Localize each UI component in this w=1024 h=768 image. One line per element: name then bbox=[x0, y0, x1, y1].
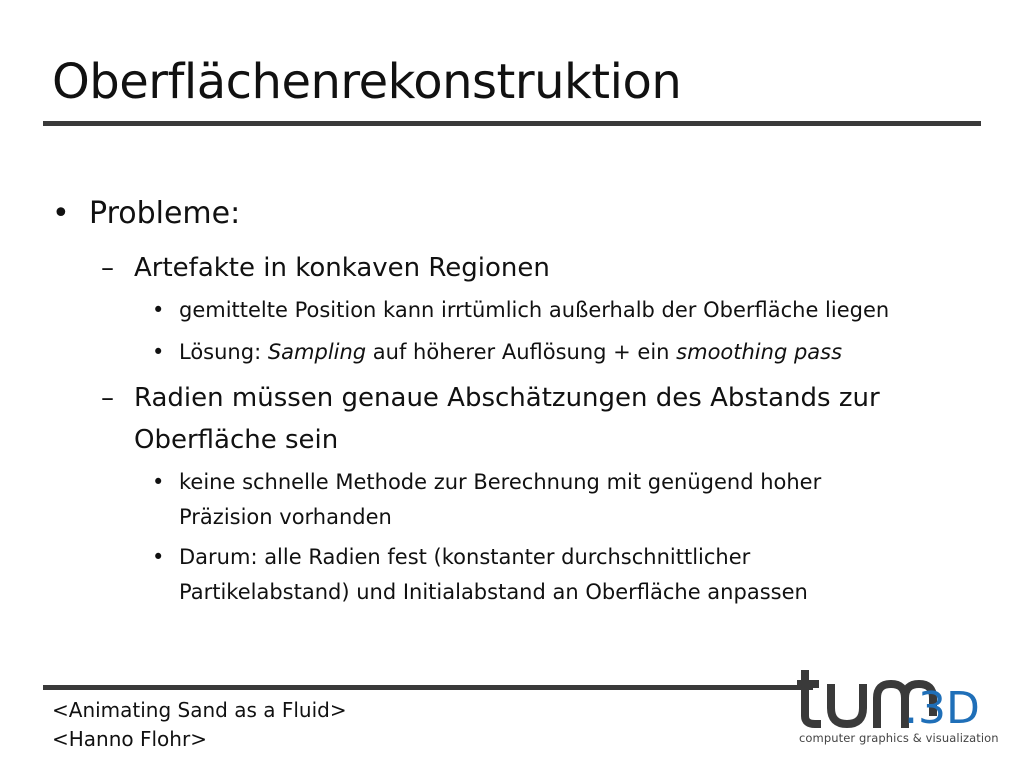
emphasis-sampling: Sampling bbox=[267, 340, 367, 364]
bullet-marker: • bbox=[52, 196, 70, 231]
text-line: Oberfläche sein bbox=[134, 425, 339, 455]
text-line: Präzision vorhanden bbox=[179, 505, 392, 529]
text-line: Partikelabstand) und Initialabstand an Oberfläche anpassen bbox=[179, 580, 808, 604]
footer-talk-title: <Animating Sand as a Fluid> bbox=[52, 698, 347, 722]
sub-bullet-text: Artefakte in konkaven Regionen bbox=[134, 253, 550, 283]
footer-author: <Hanno Flohr> bbox=[52, 727, 207, 751]
logo-3d-text: .3D bbox=[904, 683, 980, 734]
logo-tagline: computer graphics & visualization bbox=[799, 731, 999, 745]
footer-divider bbox=[43, 685, 813, 690]
bullet-text: Probleme: bbox=[89, 196, 241, 231]
bullet-marker: • bbox=[152, 340, 165, 364]
bullet-marker: • bbox=[152, 545, 165, 569]
text-line: keine schnelle Methode zur Berechnung mit genügend hoher bbox=[179, 470, 822, 494]
sub-bullet-text bbox=[134, 379, 880, 459]
slide-title: Oberflächenrekonstruktion bbox=[52, 54, 682, 110]
emphasis-smoothing-pass: smoothing pass bbox=[676, 340, 843, 364]
text-line: Radien müssen genaue Abschätzungen des Abstands zur bbox=[134, 383, 880, 413]
text-segment: Lösung: bbox=[179, 340, 268, 364]
dash-marker: – bbox=[101, 383, 114, 413]
text-segment: auf höherer Auflösung + ein bbox=[366, 340, 677, 364]
detail-bullet-text bbox=[179, 540, 808, 610]
bullet-marker: • bbox=[152, 470, 165, 494]
bullet-marker: • bbox=[152, 298, 165, 322]
detail-bullet-text: gemittelte Position kann irrtümlich außerhalb der Oberfläche liegen bbox=[179, 298, 890, 322]
text-line: Darum: alle Radien fest (konstanter durchschnittlicher bbox=[179, 545, 751, 569]
detail-bullet-text bbox=[179, 335, 842, 370]
detail-bullet-text bbox=[179, 465, 821, 535]
dash-marker: – bbox=[101, 253, 114, 283]
